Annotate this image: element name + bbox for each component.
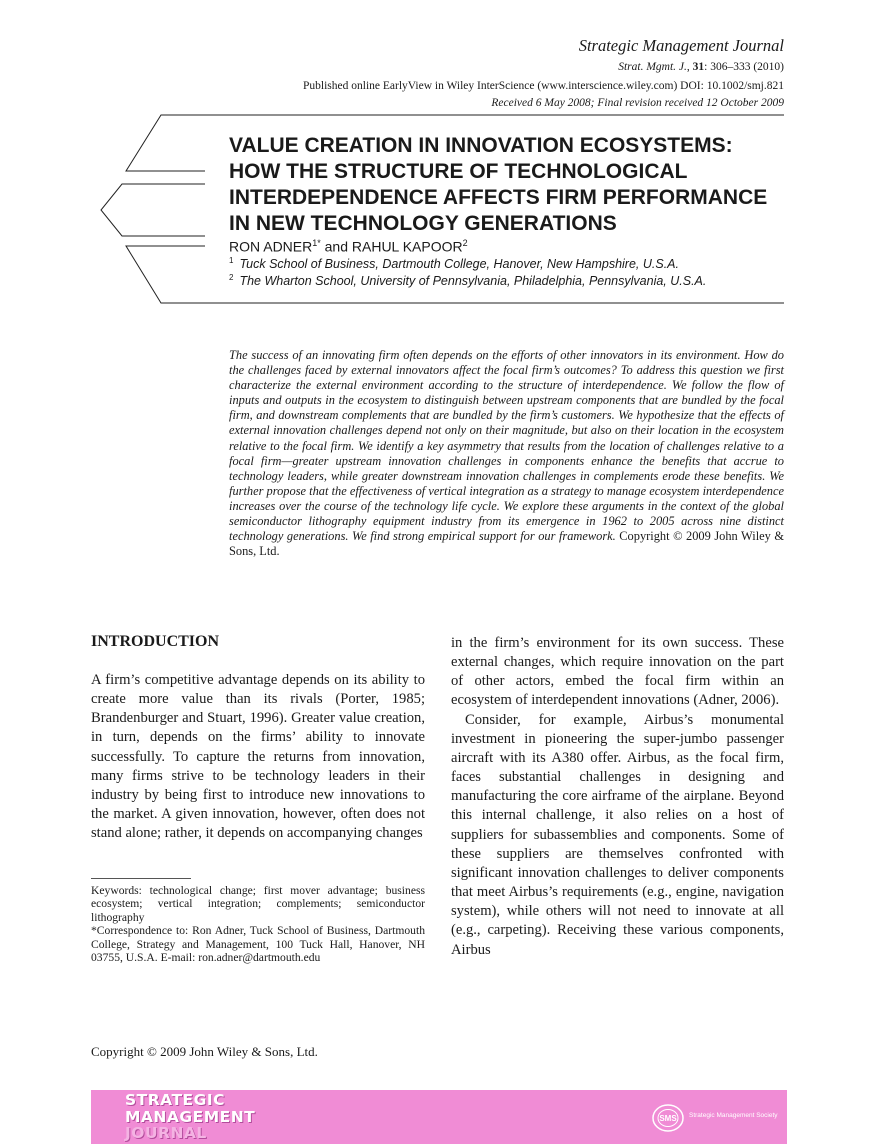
affiliation-mark: 2 [229,273,234,282]
publication-line: Published online EarlyView in Wiley InterScience (www.interscience.wiley.com) DOI: 10.1002/smj.821 [303,80,784,92]
citation-separator: , [686,61,693,73]
journal-banner [91,1090,787,1144]
article-title [229,133,789,237]
logo-line: STRATEGIC [125,1091,225,1109]
body-paragraph: Consider, for example, Airbus’s monumental investment in pioneering the super-jumbo passenger aircraft with its A380 offer. Airbus, as the focal firm, faces substantial challenges in designing and manufacturing the core airframe of the airplane. Beyond this internal challenge, it also relies on a host of suppliers for subassemblies and components. Some of these suppliers are themselves confronted with significant innovation challenges to deliver components that meet Airbus’s requirements (e.g., engine, navigation system), while others will not need to innovate at all (e.g., carpeting). Receiving these various components, Airbus [451,711,784,958]
page-copyright: Copyright © 2009 John Wiley & Sons, Ltd. [91,1044,318,1059]
logo-line: MANAGEMENT [125,1107,256,1126]
section-heading: INTRODUCTION [91,633,220,650]
author-line [229,238,468,255]
author-conjunction: and [320,238,352,255]
footnote-rule [91,878,191,879]
journal-name: Strategic Management Journal [578,36,784,55]
abstract [229,348,784,559]
title-line: IN NEW TECHNOLOGY GENERATIONS [229,212,617,235]
journal-abbrev: Strat. Mgmt. J. [618,61,687,73]
author-name: RON ADNER [229,238,313,255]
decoration-line-middle [101,184,205,236]
affiliation-mark: 1 [229,256,234,265]
author-mark: 1* [312,238,321,248]
affiliation-text: The Wharton School, University of Pennsylvania, Philadelphia, Pennsylvania, U.S.A. [239,274,707,289]
author-name: RAHUL KAPOOR [351,238,463,255]
keywords: Keywords: technological change; first mover advantage; business ecosystem; vertical integration; complements; semiconductor lithography [91,884,425,924]
received-dates: Received 6 May 2008; Final revision received 12 October 2009 [491,97,784,109]
abstract-body: The success of an innovating firm often depends on the efforts of other innovators in its environment. How do the challenges faced by external innovators affect the focal firm’s outcomes? To address this question we first characterize the external environment according to the structure of interdependence. We follow the flow of inputs and outputs in the ecosystem to distinguish between upstream components that are bundled by the focal firm, and downstream complements that are bundled by the firm’s customers. We hypothesize that the effects of external innovation challenges depend not only on their magnitude, but also on their location in the ecosystem relative to the focal firm. We identify a key asymmetry that results from the location of challenges relative to a focal firm—greater upstream innovation challenges in components enhance the benefits that accrue to technology leaders, while greater downstream innovation challenges in complements erode these benefits. We further propose that the effectiveness of vertical integration as a strategy to manage ecosystem interdependence increases over the course of the technology life cycle. We explore these arguments in the context of the global semiconductor lithography equipment industry from its emergence in 1962 to 2005 across nine distinct technology generations. We find strong empirical support for our framework. [229,348,784,544]
logo-line: JOURNAL [125,1124,207,1142]
title-line: INTERDEPENDENCE AFFECTS FIRM PERFORMANCE [229,186,768,209]
correspondence: *Correspondence to: Ron Adner, Tuck School of Business, Dartmouth College, Strategy and Management, 100 Tuck Hall, Hanover, NH 03755, U.S.A. E-mail: ron.adner@dartmouth.edu [91,924,425,965]
abstract-copyright: Copyright © 2009 John Wiley & Sons, Ltd. [229,529,784,559]
affiliation [229,273,706,288]
author-mark: 2 [462,238,468,248]
society-initials: SMS [659,1114,677,1123]
journal-logo [125,1092,255,1142]
footnotes [91,884,425,964]
right-column [451,634,784,960]
volume-number: 31 [692,61,705,73]
society-emblem-icon [651,1103,685,1133]
affiliation [229,256,679,271]
body-paragraph: A firm’s competitive advantage depends on its ability to create more value than its rivals (Porter, 1985; Brandenburger and Stuart, 1996). Greater value creation, in turn, depends on the firms’ ability to innovate successfully. To capture the returns from innovation, many firms strive to be technology leaders in their industry by being first to introduce new innovations to the market. A given innovation, however, often does not stand alone; rather, it depends on accompanying changes [91,672,425,842]
society-name: Strategic Management Society [689,1112,778,1119]
title-line: HOW THE STRUCTURE OF TECHNOLOGICAL [229,160,688,183]
title-line: VALUE CREATION IN INNOVATION ECOSYSTEMS: [229,134,733,157]
body-paragraph: in the firm’s environment for its own success. These external changes, which require innovation on the part of other actors, embed the focal firm within an ecosystem of interdependent innovations (Adner, 2006). [451,635,784,709]
pages-year: : 306–333 (2010) [704,61,784,73]
left-column [91,671,425,843]
affiliation-text: Tuck School of Business, Dartmouth College, Hanover, New Hampshire, U.S.A. [239,257,679,272]
